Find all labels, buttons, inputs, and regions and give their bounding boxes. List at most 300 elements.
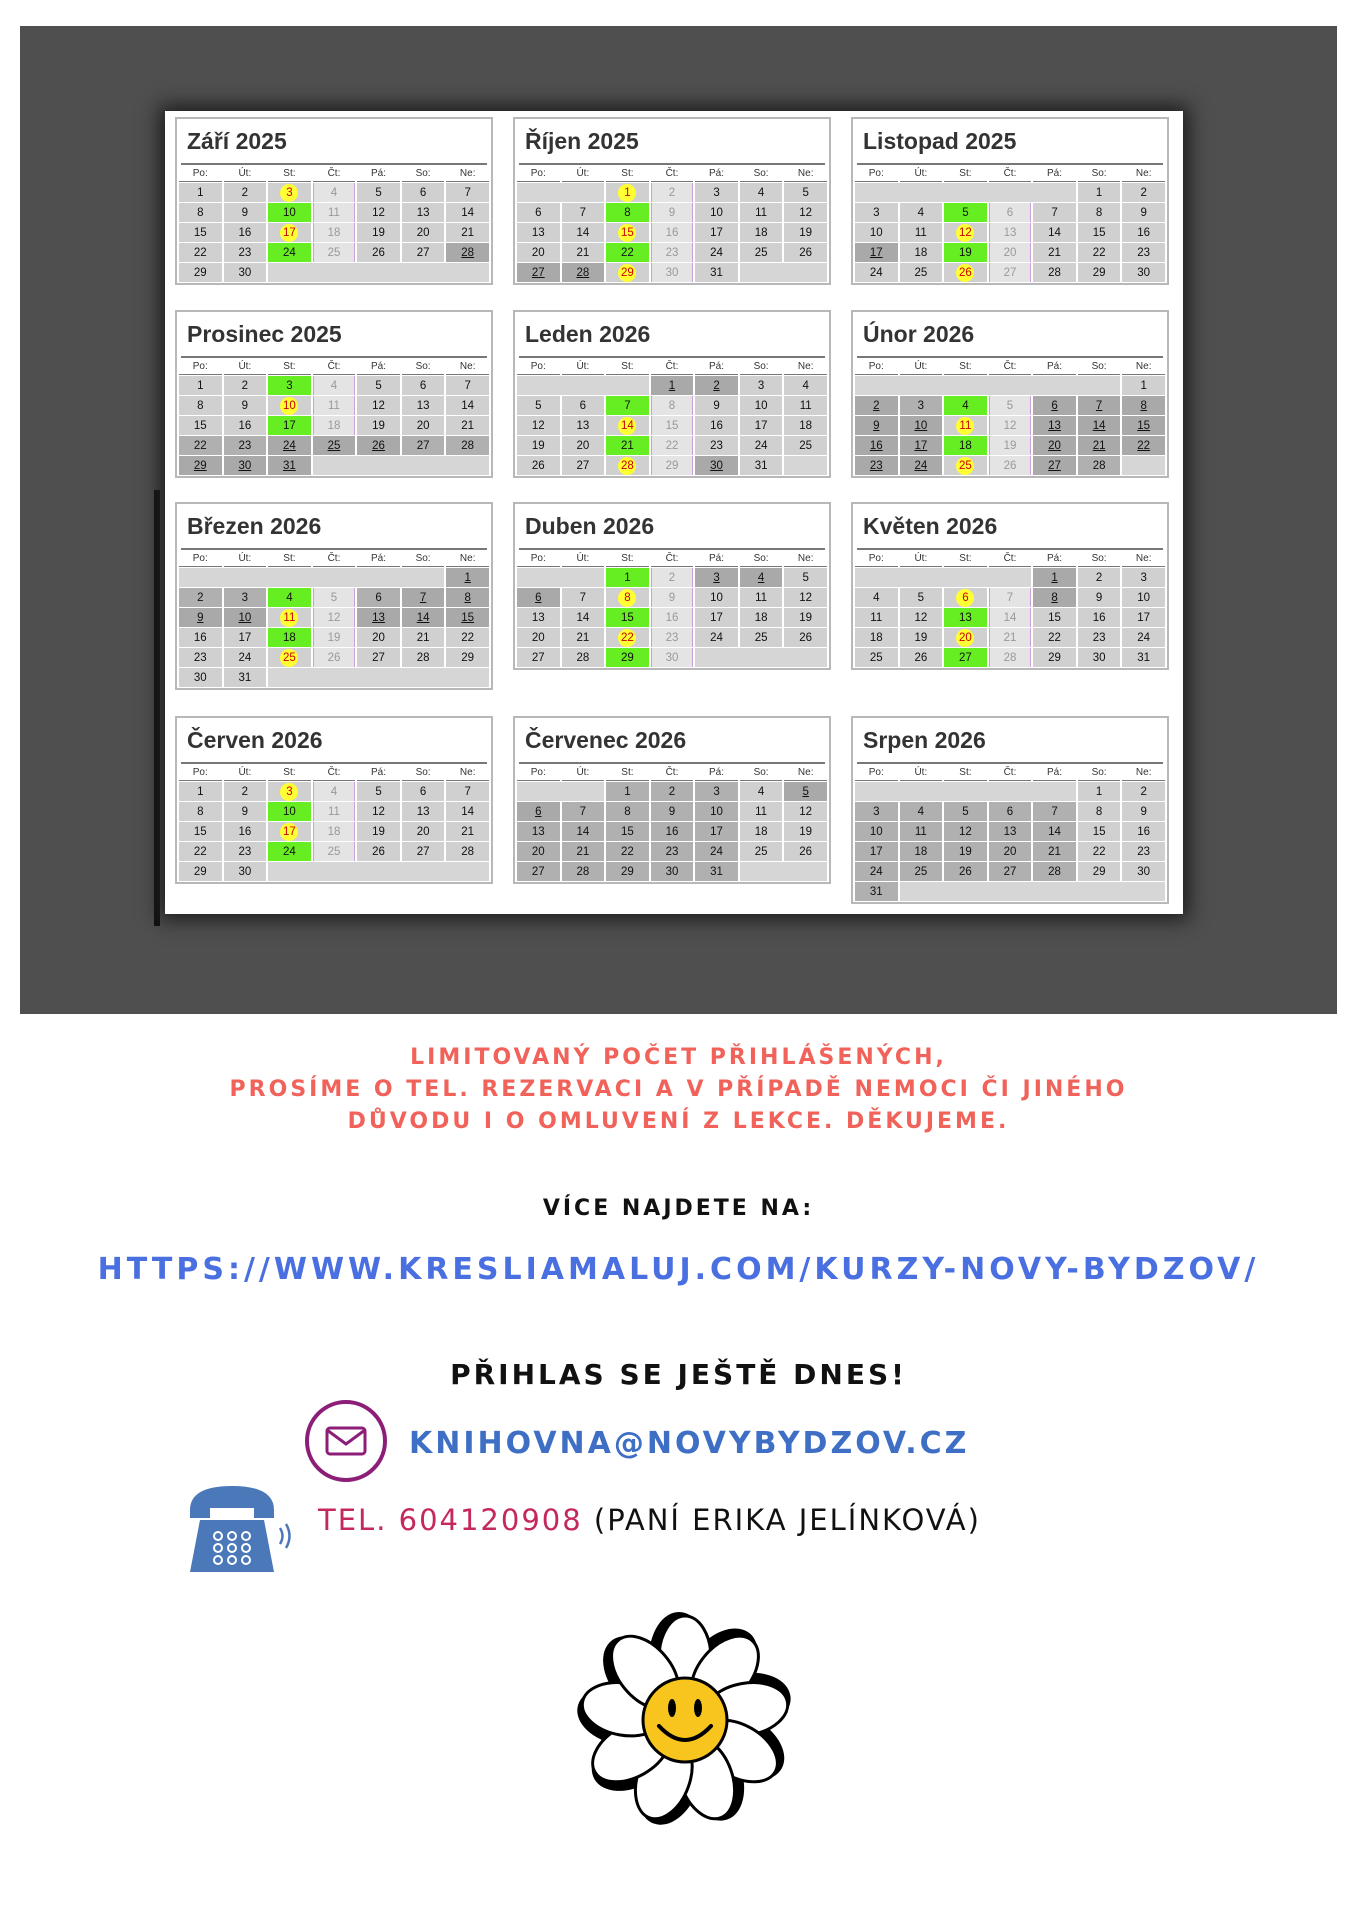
calendar-day: 21 xyxy=(446,416,489,435)
calendar-day: 12 xyxy=(944,822,987,841)
calendar-day: 1 xyxy=(1078,183,1121,202)
calendar-day: 3 xyxy=(268,782,311,801)
calendar-day: 27 xyxy=(944,648,987,667)
notice-line-3: DŮVODU I O OMLUVENÍ Z LEKCE. DĚKUJEME. xyxy=(347,1109,1010,1134)
calendar-day: 6 xyxy=(517,802,560,821)
weekday-header: So: xyxy=(740,359,783,375)
weekday-header: Po: xyxy=(517,765,560,781)
weekday-header: Pá: xyxy=(1033,551,1076,567)
calendar-day: 23 xyxy=(695,436,738,455)
weekday-header: Ne: xyxy=(784,166,827,182)
month-calendar xyxy=(175,502,493,690)
calendar-day: 30 xyxy=(651,263,694,282)
calendar-day: 24 xyxy=(740,436,783,455)
calendar-day: 24 xyxy=(695,243,738,262)
calendar-day: 22 xyxy=(1033,628,1076,647)
calendar-day: 19 xyxy=(313,628,356,647)
calendar-day: 10 xyxy=(740,396,783,415)
month-title: Říjen 2025 xyxy=(525,128,639,154)
month-title: Únor 2026 xyxy=(863,321,975,347)
calendar-day: 2 xyxy=(651,782,694,801)
calendar-day: 1 xyxy=(1078,782,1121,801)
calendar-day: 9 xyxy=(224,203,267,222)
month-title: Leden 2026 xyxy=(525,321,651,347)
calendar-day: 2 xyxy=(1078,568,1121,587)
calendar-day: 28 xyxy=(446,243,489,262)
month-grid xyxy=(177,165,491,283)
calendar-day: 8 xyxy=(1033,588,1076,607)
weekday-header: Ne: xyxy=(446,765,489,781)
calendar-day: 22 xyxy=(179,436,222,455)
calendar-day: 15 xyxy=(1033,608,1076,627)
calendar-day: 13 xyxy=(989,223,1032,242)
calendar-day: 28 xyxy=(446,842,489,861)
calendar-day: 5 xyxy=(784,782,827,801)
weekday-header: Pá: xyxy=(1033,359,1076,375)
weekday-header: Út: xyxy=(224,166,267,182)
weekday-header: Pá: xyxy=(357,765,400,781)
calendar-day: 10 xyxy=(268,203,311,222)
calendar-day: 13 xyxy=(402,203,445,222)
calendar-day: 18 xyxy=(313,822,356,841)
calendar-day: 22 xyxy=(179,243,222,262)
weekday-header: Pá: xyxy=(1033,765,1076,781)
weekday-header: Po: xyxy=(179,166,222,182)
calendar-day: 7 xyxy=(1033,203,1076,222)
weekday-header: St: xyxy=(606,765,649,781)
calendar-day: 21 xyxy=(562,628,605,647)
weekday-header: Čt: xyxy=(313,551,356,567)
weekday-header: Čt: xyxy=(313,166,356,182)
weekday-header: So: xyxy=(740,765,783,781)
weekday-header: Čt: xyxy=(651,765,694,781)
calendar-day: 23 xyxy=(224,243,267,262)
calendar-day: 15 xyxy=(446,608,489,627)
calendar-day: 4 xyxy=(313,376,356,395)
calendar-day: 14 xyxy=(1033,822,1076,841)
calendar-day: 6 xyxy=(402,376,445,395)
calendar-day: 8 xyxy=(179,802,222,821)
calendar-day: 6 xyxy=(1033,396,1076,415)
calendar-day: 4 xyxy=(855,588,898,607)
calendar-day: 8 xyxy=(606,802,649,821)
weekday-header: Po: xyxy=(517,166,560,182)
calendar-day: 5 xyxy=(517,396,560,415)
calendar-day: 11 xyxy=(740,203,783,222)
calendar-day: 31 xyxy=(224,668,267,687)
calendar-day: 27 xyxy=(989,263,1032,282)
calendar-day: 13 xyxy=(402,396,445,415)
calendar-day: 26 xyxy=(944,862,987,881)
calendar-day: 23 xyxy=(651,243,694,262)
calendar-day: 1 xyxy=(446,568,489,587)
calendar-day: 20 xyxy=(402,416,445,435)
calendar-day: 15 xyxy=(179,822,222,841)
calendar-day: 10 xyxy=(900,416,943,435)
empty-cell xyxy=(740,263,827,282)
weekday-header: Pá: xyxy=(695,359,738,375)
calendar-day: 27 xyxy=(517,648,560,667)
month-title: Duben 2026 xyxy=(525,513,655,539)
weekday-header: Pá: xyxy=(695,765,738,781)
calendar-day: 12 xyxy=(517,416,560,435)
empty-cell xyxy=(855,782,1076,801)
calendar-day: 24 xyxy=(695,842,738,861)
telephone xyxy=(318,1503,981,1537)
calendar-day: 24 xyxy=(855,862,898,881)
calendar-day: 10 xyxy=(855,223,898,242)
calendar-day: 22 xyxy=(179,842,222,861)
phone-number[interactable]: TEL. 604120908 xyxy=(318,1503,583,1537)
weekday-header: Pá: xyxy=(357,166,400,182)
weekday-header: So: xyxy=(1078,551,1121,567)
month-calendar xyxy=(851,310,1169,478)
calendar-day: 25 xyxy=(313,436,356,455)
calendar-day: 7 xyxy=(606,396,649,415)
calendar-day: 2 xyxy=(1122,183,1165,202)
calendar-day: 4 xyxy=(944,396,987,415)
weekday-header: Pá: xyxy=(357,359,400,375)
weekday-header: St: xyxy=(268,765,311,781)
calendar-day: 16 xyxy=(179,628,222,647)
month-title: Červenec 2026 xyxy=(525,727,687,753)
month-calendar xyxy=(513,310,831,478)
calendar-day: 9 xyxy=(1122,203,1165,222)
calendar-day: 18 xyxy=(944,436,987,455)
calendar-day: 31 xyxy=(855,882,898,901)
calendar-day: 13 xyxy=(562,416,605,435)
calendar-day: 14 xyxy=(446,203,489,222)
calendar-day: 3 xyxy=(900,396,943,415)
calendar-day: 23 xyxy=(224,436,267,455)
calendar-day: 11 xyxy=(740,588,783,607)
weekday-header: So: xyxy=(1078,765,1121,781)
calendar-day: 14 xyxy=(562,822,605,841)
calendar-day: 14 xyxy=(446,396,489,415)
notice-line-1: LIMITOVANÝ POČET PŘIHLÁŠENÝCH, xyxy=(410,1045,947,1070)
calendar-day: 17 xyxy=(695,608,738,627)
month-calendar xyxy=(175,310,493,478)
month-grid xyxy=(515,550,829,668)
calendar-day: 7 xyxy=(1078,396,1121,415)
calendar-day: 16 xyxy=(651,223,694,242)
calendar-day: 10 xyxy=(268,802,311,821)
weekday-header: Út: xyxy=(900,551,943,567)
weekday-header: St: xyxy=(944,359,987,375)
calendar-day: 19 xyxy=(784,223,827,242)
smiley-flower-icon xyxy=(570,1605,800,1835)
calendar-day: 2 xyxy=(1122,782,1165,801)
calendar-day: 28 xyxy=(402,648,445,667)
calendar-day: 7 xyxy=(446,782,489,801)
calendar-day: 17 xyxy=(224,628,267,647)
weekday-header: St: xyxy=(268,551,311,567)
weekday-header: Út: xyxy=(900,359,943,375)
weekday-header: Út: xyxy=(562,166,605,182)
month-grid xyxy=(515,764,829,882)
calendar-day: 25 xyxy=(313,243,356,262)
calendar-day: 1 xyxy=(179,376,222,395)
calendar-day: 23 xyxy=(855,456,898,475)
empty-cell xyxy=(268,668,489,687)
calendar-day: 26 xyxy=(989,456,1032,475)
calendar-day: 3 xyxy=(695,183,738,202)
empty-cell xyxy=(268,263,489,282)
calendar-day: 6 xyxy=(944,588,987,607)
calendar-day: 5 xyxy=(313,588,356,607)
calendar-day: 2 xyxy=(224,376,267,395)
weekday-header: So: xyxy=(740,551,783,567)
calendar-day: 23 xyxy=(1078,628,1121,647)
calendar-day: 8 xyxy=(606,588,649,607)
calendar-day: 18 xyxy=(740,223,783,242)
calendar-day: 9 xyxy=(855,416,898,435)
calendar-day: 30 xyxy=(651,862,694,881)
calendar-day: 29 xyxy=(446,648,489,667)
calendar-day: 3 xyxy=(695,782,738,801)
calendar-day: 31 xyxy=(695,862,738,881)
calendar-day: 29 xyxy=(179,456,222,475)
month-grid xyxy=(177,764,491,882)
calendar-day: 19 xyxy=(517,436,560,455)
calendar-day: 18 xyxy=(784,416,827,435)
calendar-day: 27 xyxy=(357,648,400,667)
calendar-day: 9 xyxy=(1122,802,1165,821)
weekday-header: St: xyxy=(606,166,649,182)
calendar-day: 20 xyxy=(562,436,605,455)
weekday-header: Ne: xyxy=(1122,551,1165,567)
month-title: Srpen 2026 xyxy=(863,727,986,753)
calendar-day: 6 xyxy=(989,203,1032,222)
calendar-day: 30 xyxy=(1078,648,1121,667)
calendar-day: 17 xyxy=(268,223,311,242)
month-grid xyxy=(853,764,1167,902)
mail-icon xyxy=(305,1400,387,1482)
calendar-day: 19 xyxy=(900,628,943,647)
calendar-day: 15 xyxy=(1078,223,1121,242)
calendar-day: 30 xyxy=(224,263,267,282)
calendar-day: 2 xyxy=(224,183,267,202)
calendar-day: 10 xyxy=(268,396,311,415)
calendar-day: 29 xyxy=(1078,263,1121,282)
empty-cell xyxy=(900,882,1165,901)
calendar-day: 11 xyxy=(313,396,356,415)
weekday-header: So: xyxy=(402,359,445,375)
calendar-day: 22 xyxy=(606,842,649,861)
calendar-day: 14 xyxy=(989,608,1032,627)
calendar-day: 26 xyxy=(900,648,943,667)
weekday-header: Ne: xyxy=(446,551,489,567)
calendar-day: 21 xyxy=(606,436,649,455)
empty-cell xyxy=(855,376,1120,395)
empty-cell xyxy=(268,862,489,881)
calendar-day: 28 xyxy=(606,456,649,475)
calendar-day: 25 xyxy=(740,243,783,262)
weekday-header: Čt: xyxy=(989,166,1032,182)
empty-cell xyxy=(517,568,604,587)
calendar-day: 18 xyxy=(740,608,783,627)
calendar-day: 20 xyxy=(517,842,560,861)
calendar-day: 13 xyxy=(402,802,445,821)
month-calendar xyxy=(513,716,831,884)
month-calendar xyxy=(175,117,493,285)
empty-cell xyxy=(1122,456,1165,475)
phone-icon xyxy=(182,1480,297,1580)
calendar-day: 7 xyxy=(562,203,605,222)
weekday-header: Po: xyxy=(517,551,560,567)
weekday-header: So: xyxy=(402,551,445,567)
calendar-day: 27 xyxy=(517,862,560,881)
calendar-day: 9 xyxy=(651,588,694,607)
calendar-day: 16 xyxy=(224,223,267,242)
calendar-day: 3 xyxy=(695,568,738,587)
calendar-day: 9 xyxy=(651,802,694,821)
calendar-day: 4 xyxy=(313,183,356,202)
calendar-day: 22 xyxy=(446,628,489,647)
month-grid xyxy=(177,358,491,476)
calendar-day: 20 xyxy=(402,223,445,242)
month-calendar xyxy=(513,502,831,670)
calendar-day: 15 xyxy=(1078,822,1121,841)
calendar-day: 10 xyxy=(1122,588,1165,607)
empty-cell xyxy=(695,648,827,667)
calendar-day: 7 xyxy=(402,588,445,607)
weekday-header: Ne: xyxy=(446,359,489,375)
calendar-day: 31 xyxy=(1122,648,1165,667)
weekday-header: Ne: xyxy=(1122,765,1165,781)
calendar-day: 27 xyxy=(562,456,605,475)
weekday-header: So: xyxy=(402,166,445,182)
calendar-day: 12 xyxy=(784,588,827,607)
calendar-day: 23 xyxy=(651,842,694,861)
calendar-day: 17 xyxy=(695,822,738,841)
calendar-day: 17 xyxy=(740,416,783,435)
calendar-day: 6 xyxy=(562,396,605,415)
calendar-sheet xyxy=(165,111,1183,914)
calendar-day: 27 xyxy=(517,263,560,282)
weekday-header: Pá: xyxy=(1033,166,1076,182)
calendar-day: 12 xyxy=(900,608,943,627)
calendar-day: 17 xyxy=(855,842,898,861)
calendar-day: 29 xyxy=(179,862,222,881)
calendar-day: 5 xyxy=(357,183,400,202)
weekday-header: Ne: xyxy=(784,551,827,567)
calendar-day: 21 xyxy=(562,842,605,861)
weekday-header: Ne: xyxy=(1122,166,1165,182)
calendar-day: 25 xyxy=(740,842,783,861)
calendar-day: 2 xyxy=(179,588,222,607)
email-link[interactable]: KNIHOVNA@NOVYBYDZOV.CZ xyxy=(409,1426,970,1461)
empty-cell xyxy=(313,456,489,475)
calendar-day: 7 xyxy=(562,588,605,607)
calendar-day: 28 xyxy=(562,263,605,282)
calendar-day: 2 xyxy=(651,568,694,587)
website-link[interactable]: HTTPS://WWW.KRESLIAMALUJ.COM/KURZY-NOVY-BYDZOV/ xyxy=(97,1252,1260,1287)
calendar-day: 15 xyxy=(179,416,222,435)
calendar-day: 21 xyxy=(1033,243,1076,262)
calendar-day: 23 xyxy=(1122,842,1165,861)
calendar-day: 11 xyxy=(784,396,827,415)
calendar-day: 20 xyxy=(944,628,987,647)
calendar-day: 20 xyxy=(517,243,560,262)
calendar-day: 1 xyxy=(606,568,649,587)
calendar-day: 29 xyxy=(606,648,649,667)
weekday-header: Čt: xyxy=(989,359,1032,375)
weekday-header: Ne: xyxy=(446,166,489,182)
calendar-day: 3 xyxy=(855,802,898,821)
contact-person: (PANÍ ERIKA JELÍNKOVÁ) xyxy=(593,1503,981,1537)
calendar-day: 18 xyxy=(313,416,356,435)
empty-cell xyxy=(517,376,649,395)
calendar-day: 6 xyxy=(402,183,445,202)
calendar-day: 26 xyxy=(944,263,987,282)
month-grid xyxy=(853,165,1167,283)
calendar-day: 27 xyxy=(402,243,445,262)
calendar-day: 30 xyxy=(695,456,738,475)
calendar-day: 1 xyxy=(651,376,694,395)
calendar-day: 7 xyxy=(989,588,1032,607)
calendar-day: 11 xyxy=(313,203,356,222)
calendar-day: 5 xyxy=(944,203,987,222)
sheet-edge xyxy=(154,490,160,926)
calendar-day: 22 xyxy=(651,436,694,455)
weekday-header: St: xyxy=(944,166,987,182)
calendar-day: 9 xyxy=(695,396,738,415)
calendar-day: 15 xyxy=(179,223,222,242)
calendar-day: 20 xyxy=(1033,436,1076,455)
calendar-day: 14 xyxy=(562,223,605,242)
calendar-day: 4 xyxy=(268,588,311,607)
calendar-day: 25 xyxy=(944,456,987,475)
calendar-day: 13 xyxy=(944,608,987,627)
calendar-day: 6 xyxy=(989,802,1032,821)
calendar-day: 11 xyxy=(900,822,943,841)
weekday-header: Út: xyxy=(224,765,267,781)
calendar-day: 16 xyxy=(651,822,694,841)
calendar-day: 7 xyxy=(446,376,489,395)
calendar-day: 17 xyxy=(695,223,738,242)
calendar-day: 13 xyxy=(357,608,400,627)
calendar-day: 1 xyxy=(179,782,222,801)
calendar-day: 20 xyxy=(402,822,445,841)
calendar-day: 21 xyxy=(446,223,489,242)
calendar-day: 26 xyxy=(517,456,560,475)
calendar-day: 3 xyxy=(268,376,311,395)
weekday-header: Út: xyxy=(562,765,605,781)
calendar-day: 1 xyxy=(606,183,649,202)
calendar-day: 4 xyxy=(740,568,783,587)
calendar-day: 5 xyxy=(989,396,1032,415)
calendar-day: 23 xyxy=(1122,243,1165,262)
month-grid xyxy=(853,550,1167,668)
weekday-header: Ne: xyxy=(1122,359,1165,375)
calendar-day: 5 xyxy=(784,183,827,202)
calendar-day: 14 xyxy=(1033,223,1076,242)
calendar-day: 15 xyxy=(606,223,649,242)
weekday-header: Čt: xyxy=(989,765,1032,781)
calendar-day: 12 xyxy=(357,203,400,222)
calendar-day: 2 xyxy=(695,376,738,395)
calendar-day: 7 xyxy=(446,183,489,202)
calendar-day: 27 xyxy=(402,842,445,861)
calendar-day: 13 xyxy=(517,608,560,627)
calendar-day: 5 xyxy=(357,782,400,801)
calendar-day: 7 xyxy=(1033,802,1076,821)
calendar-day: 28 xyxy=(562,862,605,881)
calendar-day: 7 xyxy=(562,802,605,821)
weekday-header: Čt: xyxy=(313,765,356,781)
notice-line-2: PROSÍME O TEL. REZERVACI A V PŘÍPADĚ NEMOCI ČI JINÉHO xyxy=(229,1077,1128,1102)
